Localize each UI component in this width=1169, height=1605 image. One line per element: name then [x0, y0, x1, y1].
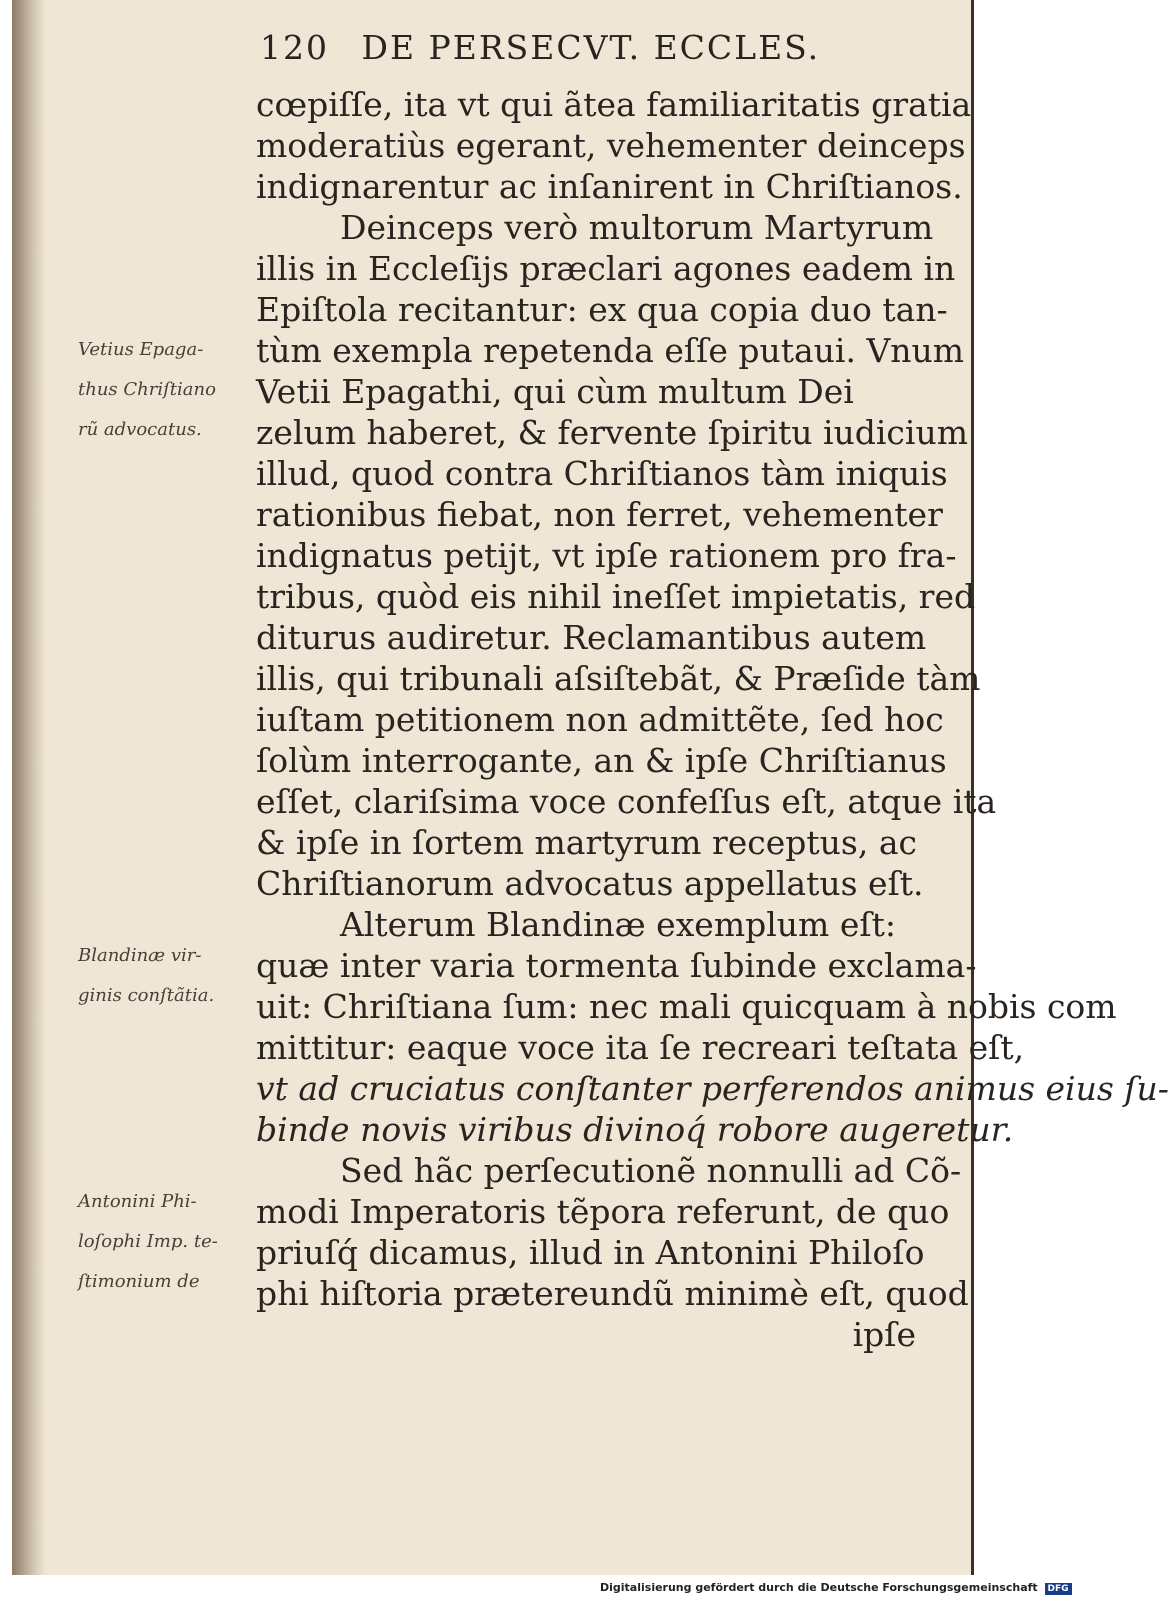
- marginal-line: rũ advocatus.: [78, 419, 202, 440]
- text-line: rationibus fiebat, non ferret, vehementer: [256, 495, 943, 534]
- text-line: vt ad cruciatus conſtanter perferendos animus eius ſu-: [256, 1069, 1169, 1108]
- book-page: [12, 0, 1169, 1575]
- text-line: indignarentur ac inſanirent in Chriſtianos.: [256, 167, 963, 206]
- text-line: iuſtam petitionem non admittẽte, ſed hoc: [256, 700, 944, 739]
- credit-text: Digitalisierung gefördert durch die Deutsche Forschungsgemeinschaft: [600, 1581, 1038, 1594]
- text-line: uit: Chriſtiana ſum: nec mali quicquam à nobis com: [256, 987, 1117, 1026]
- text-line: illis in Eccleſijs præclari agones eadem in: [256, 249, 956, 288]
- marginal-line: Antonini Phi-: [78, 1191, 197, 1212]
- text-line: modi Imperatoris tẽpora referunt, de quo: [256, 1192, 950, 1231]
- text-line: tribus, quòd eis nihil ineſſet impietatis, red: [256, 577, 976, 616]
- dfg-logo: DFG: [1045, 1583, 1072, 1595]
- text-line: Sed hãc perſecutionẽ nonnulli ad Cõ-: [340, 1151, 962, 1190]
- text-line: Epiſtola recitantur: ex qua copia duo tan-: [256, 290, 948, 329]
- text-line: illud, quod contra Chriſtianos tàm iniquis: [256, 454, 948, 493]
- text-line: moderatiùs egerant, vehementer deinceps: [256, 126, 966, 165]
- body-text: [256, 84, 1169, 1355]
- running-header: [260, 28, 820, 67]
- marginal-line: thus Chriſtiano: [78, 379, 216, 400]
- text-line: indignatus petijt, vt ipſe rationem pro fra-: [256, 536, 957, 575]
- text-line: illis, qui tribunali aſsiſtebãt, & Præſide tàm: [256, 659, 981, 698]
- marginal-line: Vetius Epaga-: [78, 339, 204, 360]
- text-line: binde novis viribus divinoq́ robore augeretur.: [256, 1110, 1014, 1149]
- text-line: diturus audiretur. Reclamantibus autem: [256, 618, 927, 657]
- marginal-note-blandina: [78, 936, 258, 1016]
- catchword: ipſe: [852, 1315, 916, 1354]
- marginal-line: ginis conſtãtia.: [78, 985, 215, 1006]
- page-gutter: [12, 0, 46, 1575]
- text-line: cœpiſſe, ita vt qui ãtea familiaritatis gratia: [256, 85, 972, 124]
- digitization-credit: [600, 1581, 1072, 1595]
- page-number: 120: [260, 28, 329, 67]
- marginal-line: ſtimonium de: [78, 1271, 200, 1292]
- text-line: tùm exempla repetenda eſſe putaui. Vnum: [256, 331, 965, 370]
- running-title: DE PERSECVT. ECCLES.: [361, 28, 821, 67]
- text-line: Alterum Blandinæ exemplum eſt:: [340, 905, 896, 944]
- text-line: Chriſtianorum advocatus appellatus eſt.: [256, 864, 924, 903]
- marginal-line: Blandinæ vir-: [78, 945, 202, 966]
- text-line: Vetii Epagathi, qui cùm multum Dei: [256, 372, 854, 411]
- text-line: zelum haberet, & fervente ſpiritu iudicium: [256, 413, 969, 452]
- text-line: phi hiſtoria prætereundũ minimè eſt, quod: [256, 1274, 969, 1313]
- marginal-note-antonini: [78, 1182, 258, 1302]
- marginal-line: loſophi Imp. te-: [78, 1231, 218, 1252]
- text-line: & ipſe in ſortem martyrum receptus, ac: [256, 823, 917, 862]
- text-line: Deinceps verò multorum Martyrum: [340, 208, 934, 247]
- text-line: quæ inter varia tormenta ſubinde exclama-: [256, 946, 977, 985]
- text-line: priuſq́ dicamus, illud in Antonini Philoſo: [256, 1233, 925, 1272]
- text-line: eſſet, clariſsima voce confeſſus eſt, atque ita: [256, 782, 997, 821]
- text-line: ſolùm interrogante, an & ipſe Chriſtianus: [256, 741, 947, 780]
- marginal-note-vetius: [78, 330, 258, 450]
- text-line: mittitur: eaque voce ita ſe recreari teſtata eſt,: [256, 1028, 1025, 1067]
